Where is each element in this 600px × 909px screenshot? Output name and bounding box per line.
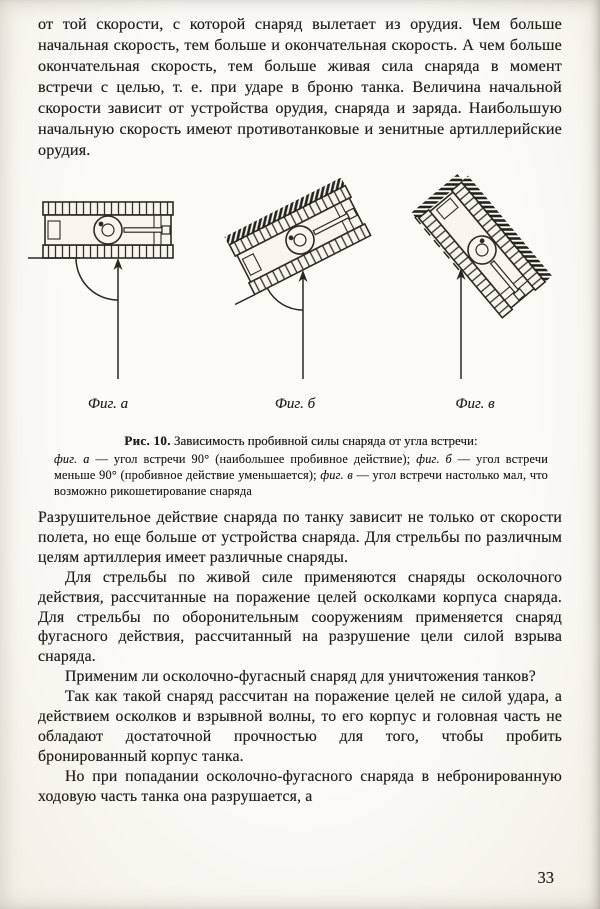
- caption-fig-b-text: — угол встречи меньше 90° (пробивное действие уменьшается);: [54, 452, 548, 482]
- impact-arrow-v: [457, 268, 466, 379]
- paragraph-shell-types: Для стрельбы по живой силе применяются снаряды осколочного действия, рассчитанные на поражение целей осколками корпуса снаряда. Для стрельбы по оборонительным сооружениям применяется снаряд фугасного действия, рассчитанный на разрушение цели силой взрыва снаряда.: [38, 568, 562, 666]
- caption-fig-a-label: фиг. а: [54, 452, 90, 466]
- caption-fig-v-text: — угол встречи настолько мал, что возможно рикошетирование снаряда: [54, 467, 548, 498]
- caption-fig-b-label: фиг. б: [416, 452, 452, 466]
- figure-b-drawing: [205, 174, 385, 394]
- page-number: 33: [537, 868, 554, 887]
- figure-caption-body: [54, 452, 548, 499]
- figure-ref: Рис. 10.: [124, 433, 171, 448]
- figure-v-drawing: [385, 174, 565, 394]
- paragraph-he-shell: Так как такой снаряд рассчитан на поражение целей не силой удара, а действием осколков и взрывной волны, то его корпус и головная часть не обладают достаточной прочностью для того, чтобы пробить бронированный корпус танка.: [38, 688, 562, 765]
- caption-fig-a-text: — угол встречи 90° (наибольшее пробивное действие);: [89, 452, 417, 466]
- tank-top-view-b: [224, 178, 370, 295]
- figure-a-drawing: [20, 174, 200, 394]
- figure-label-a: Фиг. а: [87, 396, 129, 412]
- caption-fig-v-label: фиг. в: [320, 467, 353, 482]
- figure-title-text: Зависимость пробивной силы снаряда от угла встречи:: [170, 433, 478, 448]
- impact-arrow-b: [299, 270, 308, 379]
- figure-10-illustrations: [0, 174, 600, 420]
- figure-caption-title: [54, 432, 548, 449]
- paragraph-destructive-effect: Разрушительное действие снаряда по танку зависит не только от скорости полета, но еще больше от устройства снаряда. Для стрельбы по различным целям артиллерия имеет различные снаряды.: [38, 509, 562, 566]
- angle-arc-a: [76, 258, 118, 300]
- body-text: [38, 508, 562, 807]
- impact-arrow-a: [114, 258, 123, 379]
- top-paragraph-block: [38, 14, 562, 161]
- figure-label-b: Фиг. б: [274, 396, 316, 412]
- figure-label-v: Фиг. в: [455, 396, 495, 412]
- tank-top-view-v: [411, 174, 552, 319]
- angle-arc-b: [267, 288, 303, 310]
- paragraph-continuation: от той скорости, с которой снаряд вылетает из орудия. Чем больше начальная скорость, тем больше и окончательная скорость. А чем больше окончательная скорость, тем больше живая сила снаряда в момент встречи с целью, т. е. при ударе в броню танка. Величина начальной скорости зависит от устройства орудия, снаряда и заряда. Наибольшую начальную скорость имеют противотанковые и зенитные артиллерийские орудия.: [38, 15, 562, 159]
- paragraph-running-gear: Но при попадании осколочно-фугасного снаряда в небронированную ходовую часть танка она разрушается, а: [38, 767, 562, 805]
- figure-caption: [54, 432, 548, 499]
- paragraph-question: Применим ли осколочно-фугасный снаряд для уничтожения танков?: [65, 668, 536, 686]
- armor-plane-line-b: [235, 295, 255, 305]
- tank-top-view-a: [43, 202, 173, 258]
